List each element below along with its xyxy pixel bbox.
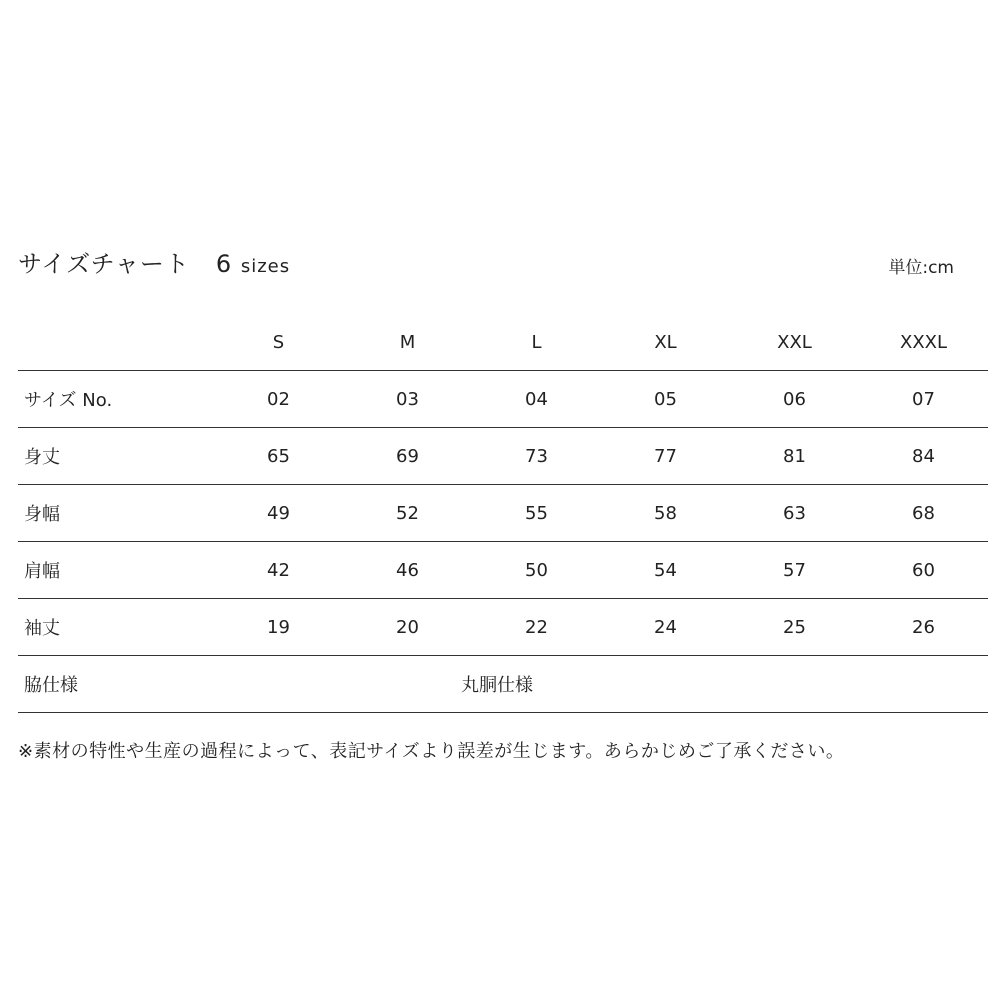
table-cell: 63 bbox=[730, 485, 859, 542]
row-label: 肩幅 bbox=[18, 542, 214, 599]
table-cell: 02 bbox=[214, 371, 343, 428]
table-cell: 50 bbox=[472, 542, 601, 599]
size-header: XL bbox=[601, 314, 730, 371]
table-cell: 26 bbox=[859, 599, 988, 656]
row-label: 身幅 bbox=[18, 485, 214, 542]
size-header: S bbox=[214, 314, 343, 371]
spec-row bbox=[18, 656, 988, 713]
table-cell: 22 bbox=[472, 599, 601, 656]
table-cell: 24 bbox=[601, 599, 730, 656]
row-label: 袖丈 bbox=[18, 599, 214, 656]
table-cell: 03 bbox=[343, 371, 472, 428]
table-row bbox=[18, 542, 988, 599]
table-cell: 19 bbox=[214, 599, 343, 656]
size-header-row bbox=[18, 314, 988, 371]
table-row bbox=[18, 371, 988, 428]
table-row bbox=[18, 485, 988, 542]
table-cell: 73 bbox=[472, 428, 601, 485]
size-count: 6 bbox=[215, 250, 233, 278]
table-cell: 49 bbox=[214, 485, 343, 542]
unit-label: 単位:cm bbox=[888, 258, 954, 278]
table-cell: 57 bbox=[730, 542, 859, 599]
header-corner bbox=[18, 314, 214, 371]
table-cell: 60 bbox=[859, 542, 988, 599]
table-cell: 42 bbox=[214, 542, 343, 599]
size-header: XXXL bbox=[859, 314, 988, 371]
table-cell: 06 bbox=[730, 371, 859, 428]
table-cell: 25 bbox=[730, 599, 859, 656]
row-label: サイズ No. bbox=[18, 371, 214, 428]
table-cell: 20 bbox=[343, 599, 472, 656]
table-cell: 46 bbox=[343, 542, 472, 599]
table-cell: 04 bbox=[472, 371, 601, 428]
table-cell: 69 bbox=[343, 428, 472, 485]
size-table bbox=[18, 314, 988, 713]
spec-value: 丸胴仕様 bbox=[214, 656, 988, 713]
spec-label: 脇仕様 bbox=[18, 656, 214, 713]
table-cell: 65 bbox=[214, 428, 343, 485]
table-cell: 05 bbox=[601, 371, 730, 428]
size-header: XXL bbox=[730, 314, 859, 371]
table-cell: 07 bbox=[859, 371, 988, 428]
sizes-word: sizes bbox=[240, 256, 291, 277]
row-label: 身丈 bbox=[18, 428, 214, 485]
disclaimer-note: ※素材の特性や生産の過程によって、表記サイズより誤差が生じます。あらかじめご了承ください。 bbox=[18, 741, 845, 762]
table-cell: 58 bbox=[601, 485, 730, 542]
table-cell: 81 bbox=[730, 428, 859, 485]
table-row bbox=[18, 428, 988, 485]
size-header: L bbox=[472, 314, 601, 371]
table-cell: 52 bbox=[343, 485, 472, 542]
table-cell: 54 bbox=[601, 542, 730, 599]
table-row bbox=[18, 599, 988, 656]
page-title bbox=[18, 244, 290, 279]
title-main: サイズチャート bbox=[18, 250, 190, 278]
table-cell: 68 bbox=[859, 485, 988, 542]
size-header: M bbox=[343, 314, 472, 371]
table-cell: 84 bbox=[859, 428, 988, 485]
table-cell: 55 bbox=[472, 485, 601, 542]
table-cell: 77 bbox=[601, 428, 730, 485]
